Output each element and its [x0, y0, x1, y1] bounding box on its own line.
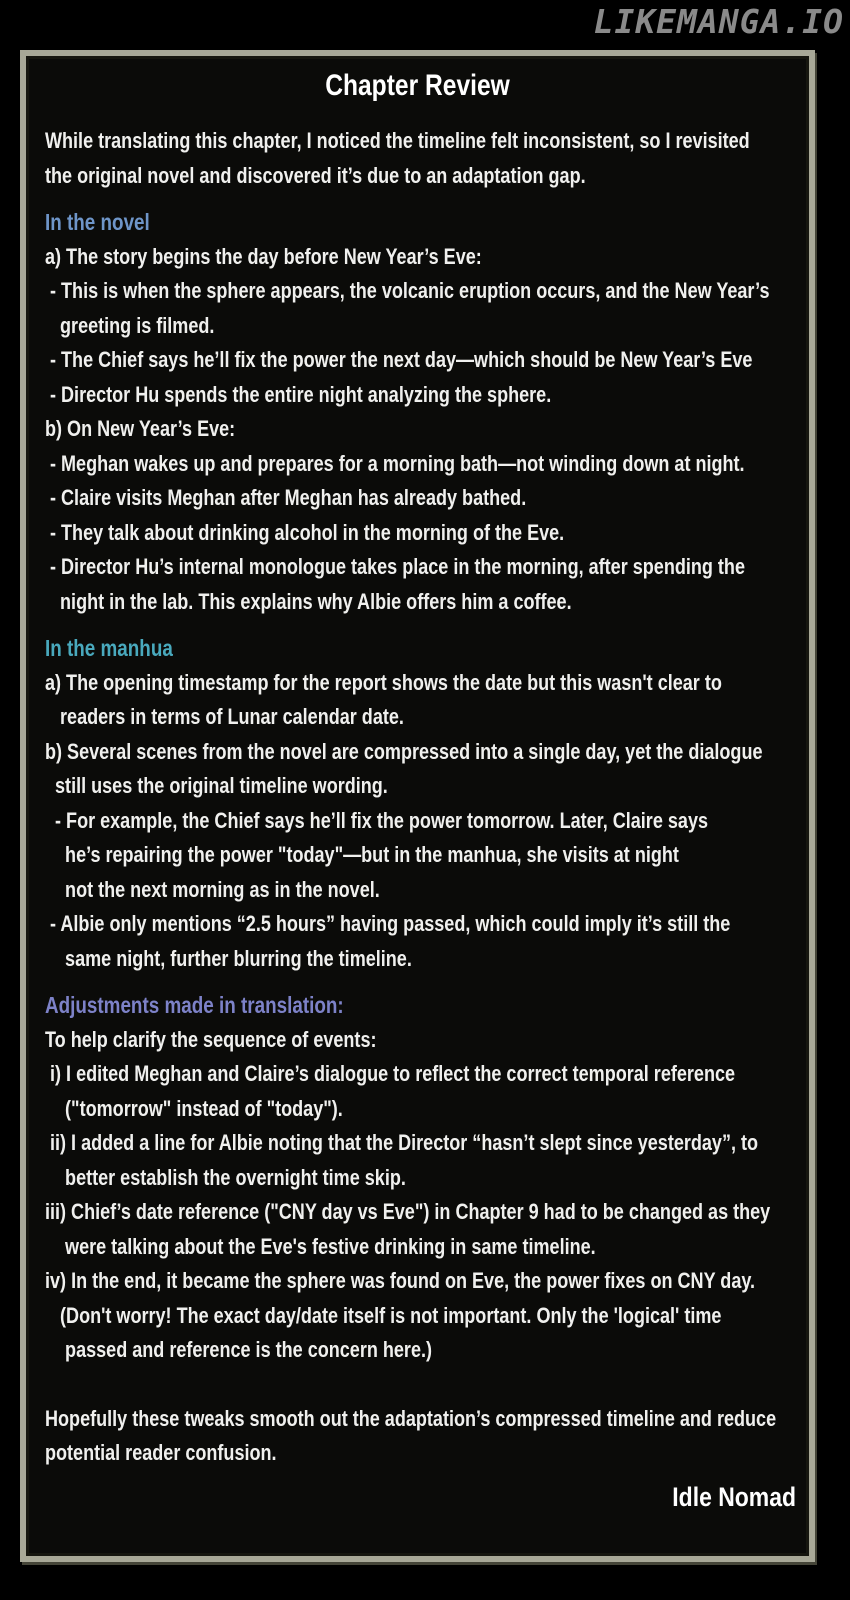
text-line: not the next morning as in the novel. [45, 876, 380, 902]
text-line: - Director Hu’s internal monologue takes place in the morning, after spending the [45, 554, 745, 579]
text-line: a) The opening timestamp for the report shows the date but this wasn't clear to [45, 669, 722, 695]
section-outro [45, 1402, 790, 1471]
text-line: - This is when the sphere appears, the volcanic eruption occurs, and the New Year’s [45, 278, 770, 303]
section-in-the-manhua [45, 631, 790, 976]
text-line: ("tomorrow" instead of "today"). [45, 1095, 343, 1121]
text-line: he’s repairing the power "today"—but in the manhua, she visits at night [45, 842, 679, 867]
text-line: ii) I added a line for Albie noting that the Director “hasn’t slept since yesterday”, to [45, 1130, 759, 1155]
site-watermark: LIKEMANGA.IO [593, 2, 844, 41]
text-line: passed and reference is the concern here.) [45, 1337, 433, 1362]
text-line: i) I edited Meghan and Claire’s dialogue to reflect the correct temporal reference [45, 1061, 736, 1086]
section-heading: Adjustments made in translation: [45, 992, 344, 1018]
text-line: were talking about the Eve's festive drinking in same timeline. [45, 1233, 596, 1259]
text-line: b) Several scenes from the novel are compressed into a single day, yet the dialogue [45, 738, 763, 764]
text-line: While translating this chapter, I noticed the timeline felt inconsistent, so I revisited [45, 128, 750, 153]
text-line: - For example, the Chief says he’ll fix the power tomorrow. Later, Claire says [45, 807, 709, 833]
text-line: Hopefully these tweaks smooth out the adaptation’s compressed timeline and reduce [45, 1405, 777, 1431]
section-intro [45, 124, 790, 193]
text-line: greeting is filmed. [45, 312, 215, 338]
text-line: same night, further blurring the timeline. [45, 945, 412, 971]
text-line: still uses the original timeline wording. [45, 773, 388, 798]
section-heading: In the novel [45, 209, 150, 235]
section-in-the-novel [45, 205, 790, 619]
translator-signature: Idle Nomad [672, 1481, 796, 1512]
section-adjustments [45, 988, 790, 1368]
section-heading: In the manhua [45, 635, 173, 661]
text-line: - Meghan wakes up and prepares for a morning bath—not winding down at night. [45, 450, 745, 476]
text-line: a) The story begins the day before New Year’s Eve: [45, 243, 482, 269]
text-line: better establish the overnight time skip. [45, 1164, 406, 1190]
text-line: the original novel and discovered it’s due to an adaptation gap. [45, 162, 586, 188]
text-line: readers in terms of Lunar calendar date. [45, 704, 404, 729]
text-line: - Director Hu spends the entire night analyzing the sphere. [45, 381, 552, 407]
text-line: potential reader confusion. [45, 1440, 277, 1465]
page-title: Chapter Review [325, 69, 510, 102]
text-line: iii) Chief’s date reference ("CNY day vs Eve") in Chapter 9 had to be changed as they [45, 1199, 771, 1224]
text-line: iv) In the end, it became the sphere was found on Eve, the power fixes on CNY day. [45, 1268, 756, 1293]
review-sections [45, 124, 790, 1471]
text-line: night in the lab. This explains why Albie offers him a coffee. [45, 588, 572, 614]
text-line: - The Chief says he’ll fix the power the next day—which should be New Year’s Eve [45, 347, 753, 372]
text-line: - Albie only mentions “2.5 hours” having passed, which could imply it’s still the [45, 911, 731, 936]
text-line: - They talk about drinking alcohol in the morning of the Eve. [45, 519, 565, 545]
chapter-review-panel [20, 50, 815, 1562]
text-line: To help clarify the sequence of events: [45, 1026, 377, 1052]
text-line: b) On New Year’s Eve: [45, 416, 236, 441]
text-line: (Don't worry! The exact day/date itself is not important. Only the 'logical' time [45, 1302, 722, 1328]
text-line: - Claire visits Meghan after Meghan has already bathed. [45, 485, 527, 510]
